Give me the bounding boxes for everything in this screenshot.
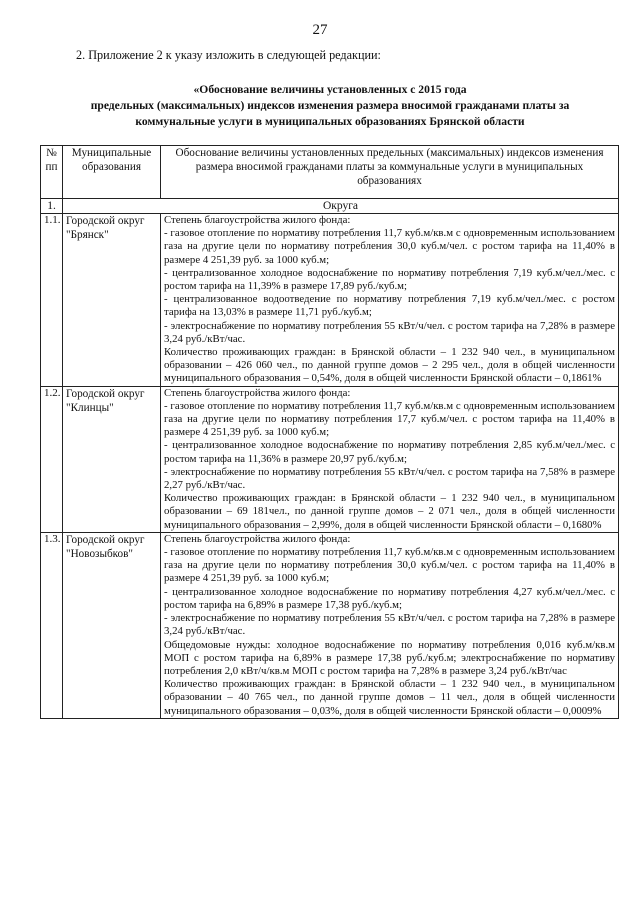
justification-line: Степень благоустройства жилого фонда: [164, 214, 351, 226]
row-justification [161, 532, 619, 718]
heading-line-3: коммунальные услуги в муниципальных образованиях Брянской области [135, 115, 525, 128]
header-municipality: Муниципальные образования [63, 146, 161, 199]
justification-line: Степень благоустройства жилого фонда: [164, 532, 351, 545]
table-row [41, 532, 619, 718]
justification-line: Количество проживающих граждан: в Брянской области – 1 232 940 чел., в муниципальном образовании – 69 181чел., по данной группе домов – 2 071 чел., доля в общей численности муниципального образования – 2,99%, доля в общей численности Брянской области – 0,1680% [164, 492, 615, 531]
header-num: № пп [41, 146, 63, 199]
row-num: 1.1. [41, 214, 63, 387]
section-title: Округа [63, 199, 619, 214]
justification-line: - электроснабжение по нормативу потребления 55 кВт/ч/чел. с ростом тарифа на 7,28% в размере 3,24 руб./кВт/час. [164, 319, 615, 345]
justification-line: - электроснабжение по нормативу потребления 55 кВт/ч/чел. с ростом тарифа на 7,28% в размере 3,24 руб./кВт/час. [164, 612, 615, 638]
heading-line-2: предельных (максимальных) индексов изменения размера вносимой гражданами платы за [90, 99, 570, 112]
justification-line: - централизованное холодное водоснабжение по нормативу потребления 2,85 куб.м/чел./мес. с ростом тарифа на 11,36% в размере 20,97 руб./куб.м; [164, 439, 615, 465]
justification-line: - газовое отопление по нормативу потребления 11,7 куб.м/кв.м с одновременным использованием газа на другие цели по нормативу потребления 17,7 куб.м/чел. с ростом тарифа на 11,40% в размере 4 251,39 руб. за 1000 куб.м; [164, 399, 615, 439]
justification-line: - электроснабжение по нормативу потребления 55 кВт/ч/чел. с ростом тарифа на 7,58% в размере 2,27 руб./кВт/час. [164, 465, 615, 492]
row-municipality: Городской округ "Брянск" [63, 214, 161, 387]
row-justification [161, 386, 619, 532]
heading-line-1: «Обоснование величины установленных с 2015 года [193, 83, 467, 96]
row-municipality: Городской округ "Новозыбков" [63, 532, 161, 718]
section-row [41, 199, 619, 214]
row-municipality: Городской округ "Клинцы" [63, 386, 161, 532]
justification-line: Количество проживающих граждан: в Брянской области – 1 232 940 чел., в муниципальном образовании – 426 060 чел., по данной группе домов – 2 295 чел., доля в общей численности муниципального образования – 0,54%, доля в общей численности Брянской области – 0,1861% [164, 346, 615, 385]
indices-table [40, 145, 619, 719]
table-row [41, 386, 619, 532]
justification-line: Степень благоустройства жилого фонда: [164, 386, 351, 399]
page-number: 27 [312, 22, 328, 38]
justification-line: Количество проживающих граждан: в Брянской области – 1 232 940 чел., в муниципальном образовании – 40 765 чел., по данной группе домов – 11 чел., доля в общей численности муниципального образования – 0,03%, доля в общей численности Брянской области – 0,0009% [164, 678, 615, 717]
section-num: 1. [41, 199, 63, 214]
justification-line: Общедомовые нужды: холодное водоснабжение по нормативу потребления 0,016 куб.м/кв.м МОП с ростом тарифа на 6,89% в размере 17,38 руб./куб.м; электроснабжение по нормативу потребления 2,0 кВт/ч/кв.м МОП с ростом тарифа на 7,28% в размере 3,24 руб./кВт/час [164, 638, 615, 677]
table-row [41, 214, 619, 387]
justification-line: - централизованное холодное водоснабжение по нормативу потребления 4,27 куб.м/чел./мес. с ростом тарифа на 6,89% в размере 17,38 руб./куб.м; [164, 585, 615, 611]
row-num: 1.3. [41, 532, 63, 718]
table-header-row [41, 146, 619, 199]
row-num: 1.2. [41, 386, 63, 532]
justification-line: - газовое отопление по нормативу потребления 11,7 куб.м/кв.м с одновременным использованием газа на другие цели по нормативу потребления 30,0 куб.м/чел. с ростом тарифа на 11,40% в размере 4 251,39 руб. за 1000 куб.м; [164, 546, 615, 585]
intro-text: 2. Приложение 2 к указу изложить в следующей редакции: [76, 48, 381, 62]
header-justification: Обоснование величины установленных предельных (максимальных) индексов изменения размера вносимой гражданами платы за коммунальные услуги в муниципальных образованиях [161, 146, 619, 199]
row-justification [161, 214, 619, 387]
justification-line: - централизованное водоотведение по нормативу потребления 7,19 куб.м/чел./мес. с ростом тарифа на 13,03% в размере 11,71 руб./куб.м; [164, 293, 615, 319]
justification-line: - газовое отопление по нормативу потребления 11,7 куб.м/кв.м с одновременным использованием газа на другие цели по нормативу потребления 30,0 куб.м/чел. с ростом тарифа на 11,40% в размере 4 251,39 руб. за 1000 куб.м; [164, 227, 615, 266]
justification-line: - централизованное холодное водоснабжение по нормативу потребления 7,19 куб.м/чел./мес. с ростом тарифа на 11,39% в размере 17,89 руб./куб.м; [164, 266, 615, 293]
document-heading [40, 82, 620, 130]
